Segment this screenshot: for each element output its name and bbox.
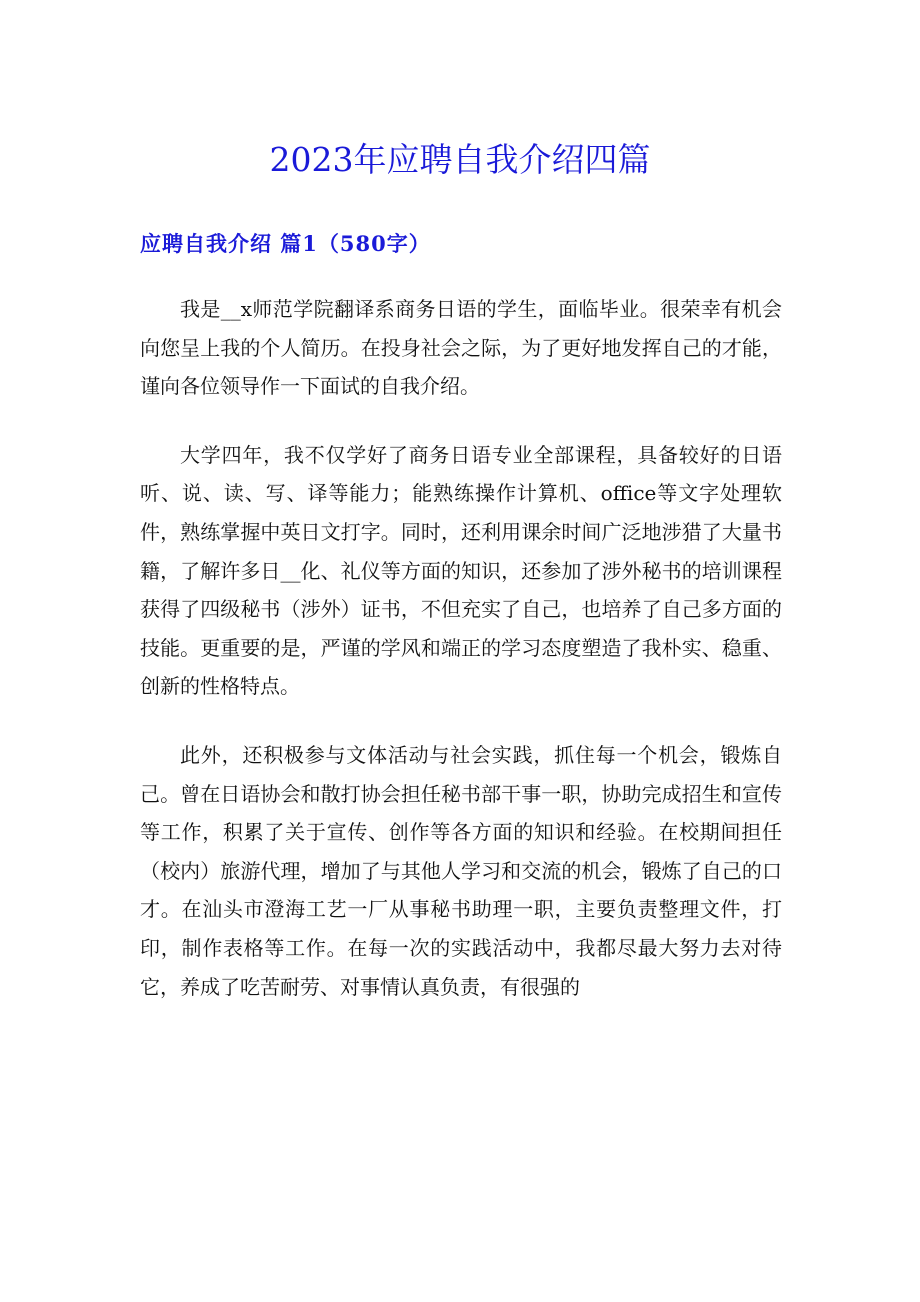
section-heading: 应聘自我介绍 篇1（580字） [140,231,431,256]
paragraph-2: 大学四年，我不仅学好了商务日语专业全部课程，具备较好的日语听、说、读、写、译等能力；能熟练操作计算机、office等文字处理软件，熟练掌握中英日文打字。同时，还利用课余时间广泛地涉猎了大量书籍，了解许多日__化、礼仪等方面的知识，还参加了涉外秘书的培训课程获得了四级秘书（涉外）证书，不但充实了自己，也培养了自己多方面的技能。更重要的是，严谨的学风和端正的学习态度塑造了我朴实、稳重、创新的性格特点。 [140,442,782,699]
document-title: 2023年应聘自我介绍四篇 [269,140,651,179]
section-body [140,290,782,1036]
paragraph-3: 此外，还积极参与文体活动与社会实践，抓住每一个机会，锻炼自己。曾在日语协会和散打协会担任秘书部干事一职，协助完成招生和宣传等工作，积累了关于宣传、创作等各方面的知识和经验。在校期间担任（校内）旅游代理，增加了与其他人学习和交流的机会，锻炼了自己的口才。在汕头市澄海工艺一厂从事秘书助理一职，主要负责整理文件，打印，制作表格等工作。在每一次的实践活动中，我都尽最大努力去对待它，养成了吃苦耐劳、对事情认真负责，有很强的 [140,742,782,999]
paragraph-1: 我是__x师范学院翻译系商务日语的学生，面临毕业。很荣幸有机会向您呈上我的个人简历。在投身社会之际，为了更好地发挥自己的才能，谨向各位领导作一下面试的自我介绍。 [140,297,782,399]
